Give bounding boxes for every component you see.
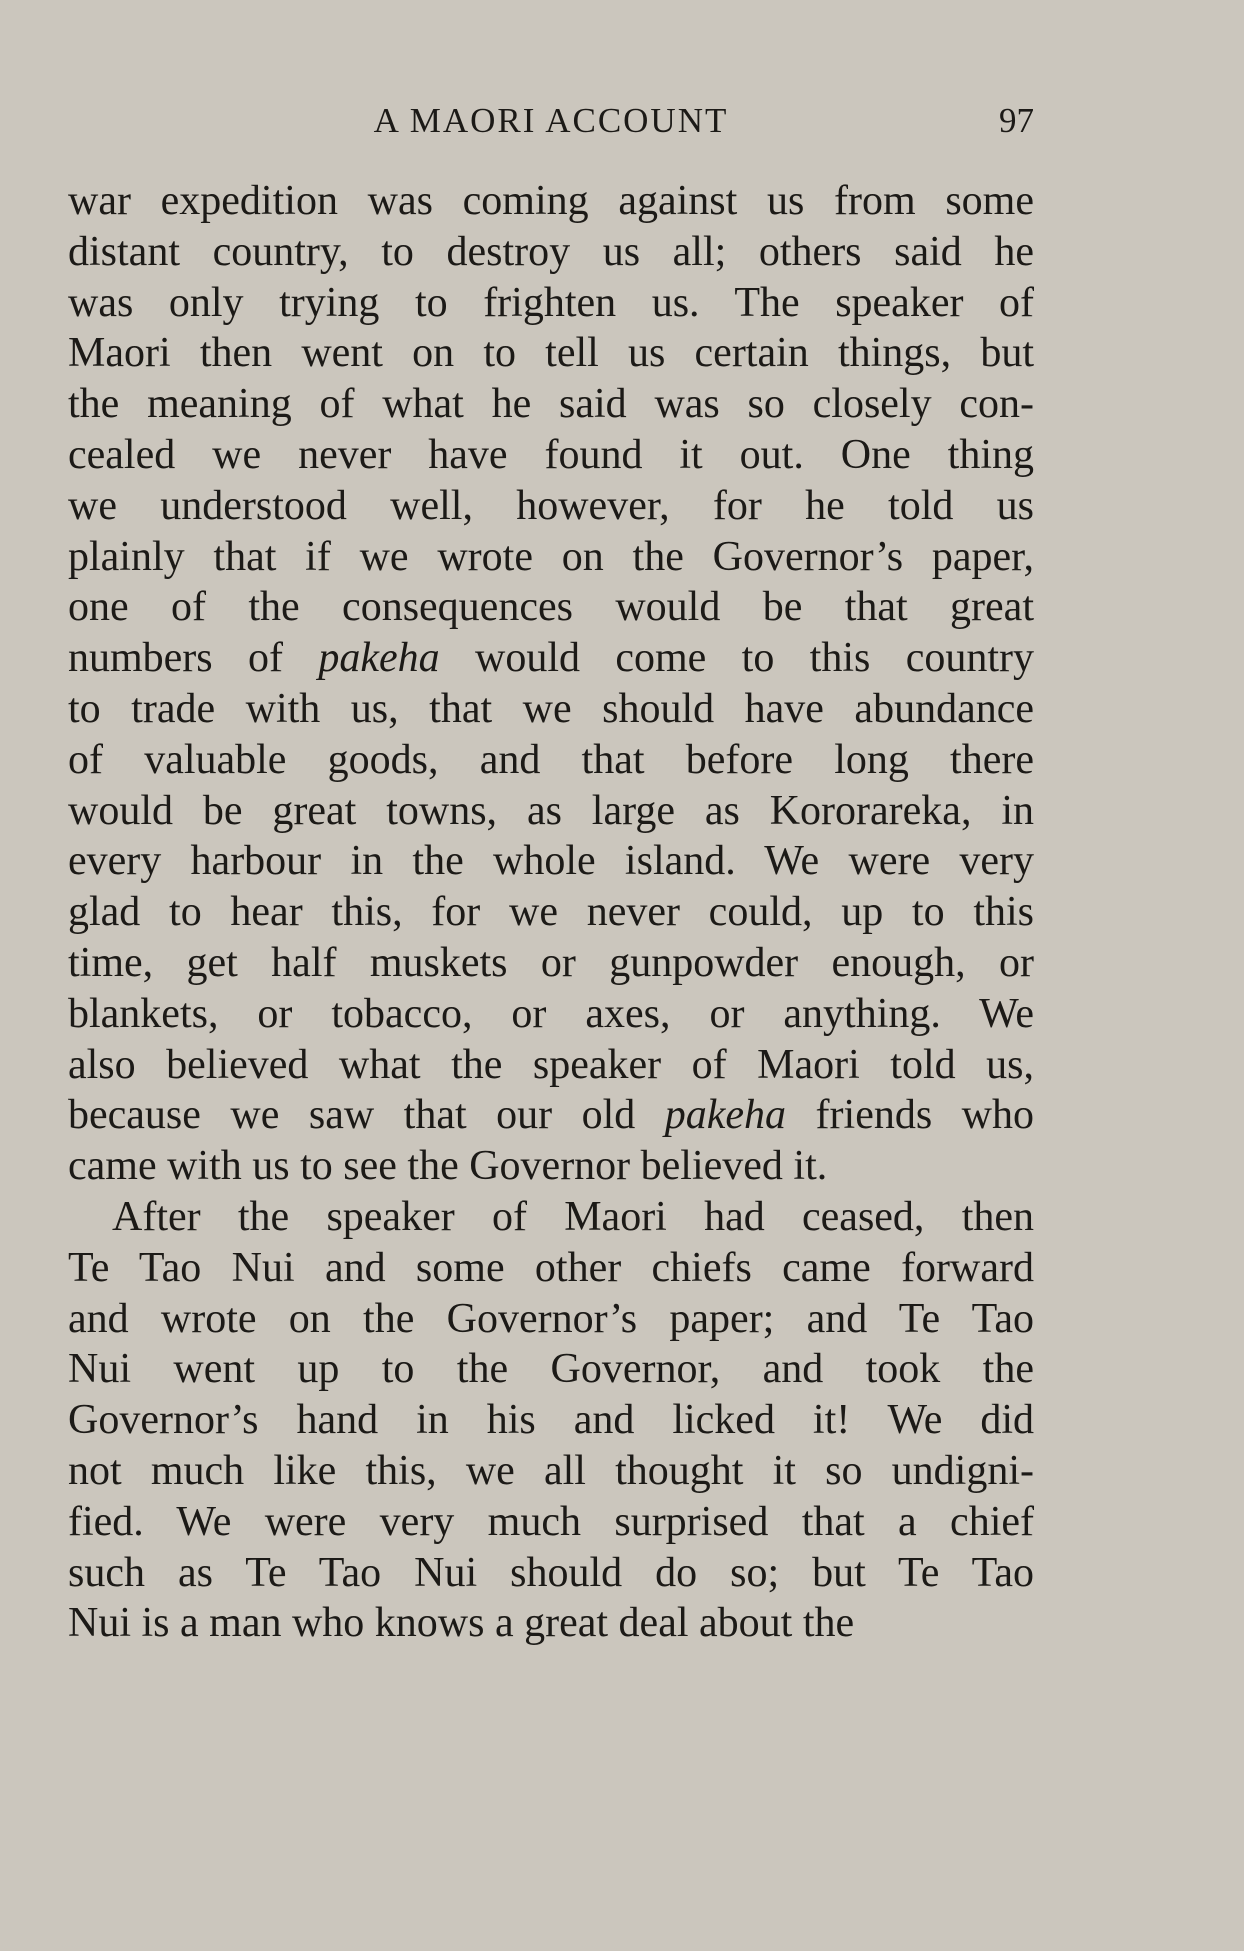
text-line	[68, 176, 1034, 227]
text-segment: was only trying to frighten us. The speaker of	[68, 279, 1034, 326]
text-line	[68, 1294, 1034, 1345]
text-segment: the meaning of what he said was so closely con-	[68, 381, 1034, 428]
text-line	[68, 582, 1034, 633]
italic-word: pakeha	[318, 635, 440, 682]
page-header	[68, 98, 1034, 144]
text-segment: of valuable goods, and that before long there	[68, 736, 1034, 783]
text-segment: and wrote on the Governor’s paper; and Te Tao	[68, 1295, 1034, 1342]
text-segment: cealed we never have found it out. One thing	[68, 431, 1034, 478]
text-line	[68, 989, 1034, 1040]
text-line	[68, 1548, 1034, 1599]
text-segment: we understood well, however, for he told us	[68, 482, 1034, 529]
text-segment: Nui went up to the Governor, and took the	[68, 1346, 1034, 1393]
text-segment: every harbour in the whole island. We were very	[68, 838, 1034, 885]
text-line	[68, 481, 1034, 532]
text-segment: war expedition was coming against us from some	[68, 178, 1034, 224]
text-segment: distant country, to destroy us all; others said he	[68, 228, 1034, 275]
text-line	[68, 379, 1034, 430]
text-segment: time, get half muskets or gunpowder enough, or	[68, 939, 1034, 986]
text-segment: glad to hear this, for we never could, up to this	[68, 889, 1034, 936]
text-segment: such as Te Tao Nui should do so; but Te Tao	[68, 1549, 1034, 1596]
text-line	[68, 735, 1034, 786]
text-line	[68, 1040, 1034, 1091]
text-segment: one of the consequences would be that great	[68, 584, 1034, 631]
text-segment: Te Tao Nui and some other chiefs came forward	[68, 1244, 1034, 1291]
text-line	[68, 684, 1034, 735]
text-line	[68, 328, 1034, 379]
text-line	[68, 1395, 1034, 1446]
text-line	[68, 836, 1034, 887]
text-line	[68, 430, 1034, 481]
body-text	[68, 176, 1034, 1649]
text-line	[68, 1141, 1034, 1192]
text-segment: to trade with us, that we should have abundance	[68, 685, 1034, 732]
text-segment: came with us to see the Governor believed it.	[68, 1143, 828, 1190]
text-segment: also believed what the speaker of Maori told us,	[68, 1041, 1034, 1088]
text-line	[68, 1598, 1034, 1649]
text-line	[68, 1192, 1034, 1243]
running-title: A MAORI ACCOUNT	[373, 101, 729, 140]
text-segment: fied. We were very much surprised that a chief	[68, 1498, 1034, 1545]
text-line	[68, 786, 1034, 837]
text-line	[68, 227, 1034, 278]
text-line	[68, 278, 1034, 329]
italic-word: pakeha	[664, 1092, 787, 1139]
text-segment: Governor’s hand in his and licked it! We did	[68, 1397, 1034, 1444]
text-segment: Nui is a man who knows a great deal about the	[68, 1600, 855, 1647]
text-line	[68, 1446, 1034, 1497]
text-segment: blankets, or tobacco, or axes, or anything. We	[68, 990, 1034, 1037]
text-segment: not much like this, we all thought it so undigni-	[68, 1447, 1034, 1494]
text-line	[68, 1497, 1034, 1548]
text-segment: After the speaker of Maori had ceased, then	[112, 1193, 1034, 1240]
text-segment: Maori then went on to tell us certain things, but	[68, 330, 1034, 377]
text-line	[68, 1090, 1034, 1141]
page-number: 97	[999, 101, 1034, 140]
text-line	[68, 532, 1034, 583]
text-segment: numbers of	[68, 635, 319, 682]
text-segment: would be great towns, as large as Kororareka, in	[68, 787, 1034, 834]
text-line	[68, 887, 1034, 938]
text-segment: friends who	[786, 1092, 1034, 1139]
text-line	[68, 938, 1034, 989]
text-line	[68, 1344, 1034, 1395]
text-segment: because we saw that our old	[68, 1092, 665, 1139]
text-segment: plainly that if we wrote on the Governor’s paper,	[68, 533, 1034, 580]
text-segment: would come to this country	[439, 635, 1034, 682]
paragraph	[68, 1192, 1034, 1649]
text-line	[68, 633, 1034, 684]
paragraph	[68, 176, 1034, 1192]
text-line	[68, 1243, 1034, 1294]
